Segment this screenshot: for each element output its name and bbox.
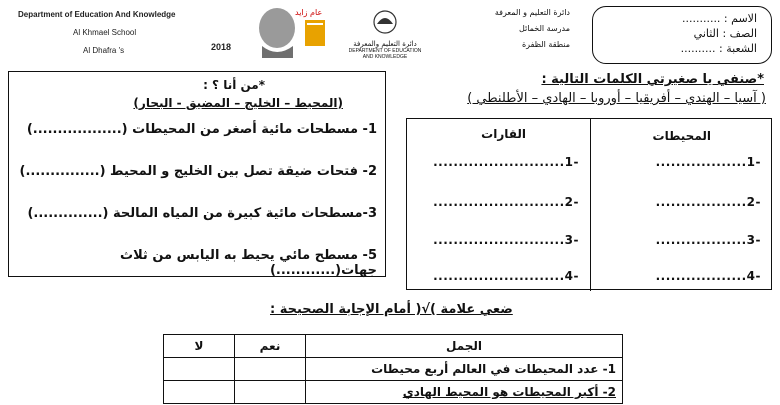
oceans-row-1: -1.................. [655, 155, 761, 169]
logo-year-text: 2018 [211, 42, 232, 52]
answer-yes-cell[interactable] [235, 381, 306, 404]
header-ar-school: مدرسة الخمائل [518, 24, 570, 33]
student-name-label: الاسم : ........... [681, 12, 757, 25]
year-of-zayed-logo [207, 6, 335, 58]
header-en-department: Department of Education And Knowledge [18, 10, 176, 19]
continents-row-2: -2.......................... [433, 195, 579, 209]
continents-row-4: -4.......................... [433, 269, 579, 283]
continents-row-1: -1.......................... [433, 155, 579, 169]
col-no-header: لا [164, 335, 235, 358]
q2-word-bank: (المحيط – الخليج – المضيق - البحار) [133, 96, 343, 110]
student-grade-label: الصف : الثاني [693, 27, 757, 40]
col-sentences-header: الجمل [306, 335, 623, 358]
q1-word-bank: ( آسيا – الهندي – أفريقيا – أوروبا – الهادي – الأطلنطي ) [467, 91, 766, 106]
header-ar-region: منطقة الظفرة [521, 40, 570, 49]
table-divider [590, 119, 591, 291]
col-continents-header: القارات [481, 127, 526, 141]
who-am-i-box [8, 71, 386, 277]
q2-title: *من أنا ؟ : [203, 78, 265, 92]
table-row [164, 358, 623, 381]
continents-row-3: -3.......................... [433, 233, 579, 247]
col-oceans-header: المحيطات [652, 129, 711, 143]
q3-title: ضعي علامة )√( أمام الإجابة الصحيحة : [270, 302, 513, 317]
statement-2: 2- أكبر المحيطات هو المحيط الهادي [306, 381, 623, 404]
answer-yes-cell[interactable] [235, 358, 306, 381]
true-false-table [163, 334, 623, 404]
header-english [18, 10, 218, 55]
q2-item-2: 2- فتحات ضيقة تصل بين الخليج و المحيط (...............) [19, 164, 377, 179]
logo-word-text: عام زايد [295, 8, 323, 17]
table-row [164, 381, 623, 404]
oceans-row-3: -3.................. [655, 233, 761, 247]
emblem-en-text: DEPARTMENT OF EDUCATION AND KNOWLEDGE [348, 48, 422, 60]
header-en-region: Al Dhafra 's [83, 46, 125, 55]
dek-emblem [345, 10, 425, 58]
oceans-row-4: -4.................. [655, 269, 761, 283]
header-ar-department: دائرة التعليم و المعرفة [494, 8, 570, 17]
oceans-row-2: -2.................. [655, 195, 761, 209]
header-arabic [435, 8, 570, 49]
statement-1: 1- عدد المحيطات في العالم أربع محيطات [306, 358, 623, 381]
q2-item-1: 1- مسطحات مائية أصغر من المحيطات (..................) [26, 122, 377, 137]
q2-item-4: 5- مسطح مائي يحيط به اليابس من ثلاث جهات(............) [120, 248, 377, 278]
q2-item-3: 3-مسطحات مائية كبيرة من المياه المالحة (..............) [27, 206, 377, 221]
emblem-ar-text: دائرة التعليم والمعرفة [353, 40, 417, 48]
answer-no-cell[interactable] [164, 358, 235, 381]
answer-no-cell[interactable] [164, 381, 235, 404]
q1-title: *صنفي يا صغيرتي الكلمات التالية : [541, 72, 764, 87]
classification-table [406, 118, 772, 290]
student-info-box [592, 6, 772, 64]
col-yes-header: نعم [235, 335, 306, 358]
header-en-school: Al Khmael School [73, 28, 137, 37]
student-section-label: الشعبة : .......... [680, 42, 757, 55]
